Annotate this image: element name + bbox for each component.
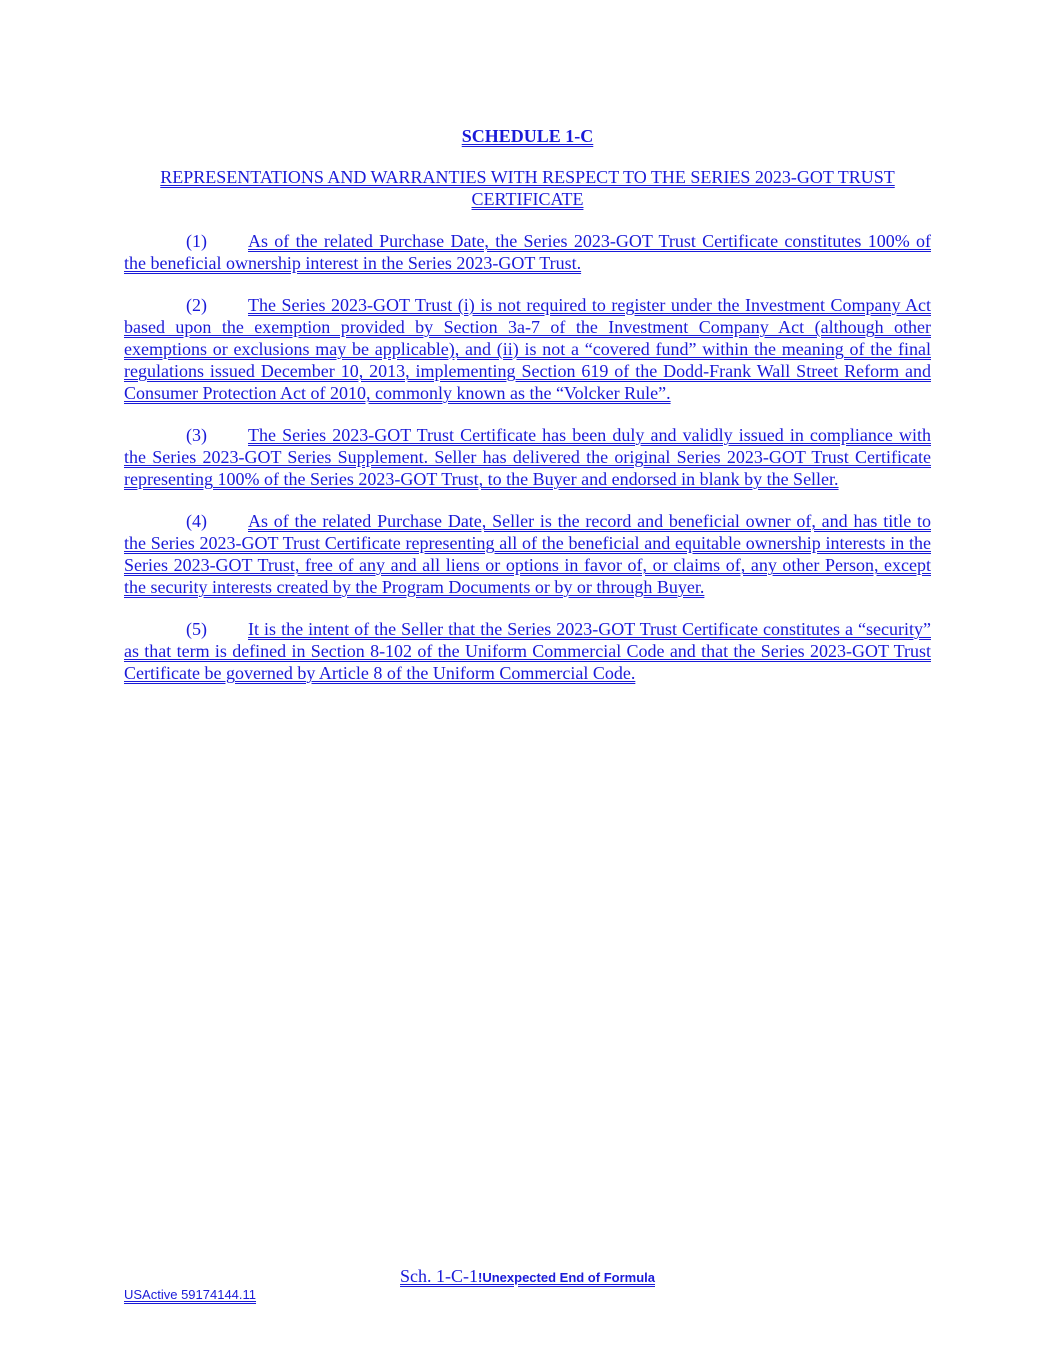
paragraph-text: It is the intent of the Seller that the Series 2023-GOT Trust Certificate constitutes a “security” as that term is defined in Section 8-102 of the Uniform Commercial Code and that the Series 2023-GOT Trust Certificate be governed by Article 8 of the Uniform Commercial Code. [124, 619, 931, 683]
paragraph-number: (3) [186, 425, 207, 445]
paragraph-5 [124, 618, 931, 684]
paragraph-number: (2) [186, 295, 207, 315]
paragraph-text: The Series 2023-GOT Trust (i) is not required to register under the Investment Company Act based upon the exemption provided by Section 3a-7 of the Investment Company Act (although other exemptions or exclusions may be applicable), and (ii) is not a “covered fund” within the meaning of the final regulations issued December 10, 2013, implementing Section 619 of the Dodd-Frank Wall Street Reform and Consumer Protection Act of 2010, commonly known as the “Volcker Rule”. [124, 295, 931, 403]
paragraph-text: As of the related Purchase Date, Seller is the record and beneficial owner of, and has title to the Series 2023-GOT Trust Certificate representing all of the beneficial and equitable ownership interests in the Series 2023-GOT Trust, free of any and all liens or options in favor of, or claims of, any other Person, except the security interests created by the Program Documents or by or through Buyer. [124, 511, 931, 597]
paragraph-number: (1) [186, 231, 207, 251]
document-id: USActive 59174144.11 [124, 1287, 257, 1302]
schedule-subtitle: REPRESENTATIONS AND WARRANTIES WITH RESPECT TO THE SERIES 2023-GOT TRUST CERTIFICATE [160, 167, 895, 209]
document-page [124, 124, 931, 704]
paragraph-text: The Series 2023-GOT Trust Certificate has been duly and validly issued in compliance with the Series 2023-GOT Series Supplement. Seller has delivered the original Series 2023-GOT Trust Certificate representing 100% of the Series 2023-GOT Trust, to the Buyer and endorsed in blank by the Seller. [124, 425, 931, 489]
paragraph-number: (4) [186, 511, 207, 531]
paragraph-4 [124, 510, 931, 598]
paragraph-number: (5) [186, 619, 207, 639]
schedule-title: SCHEDULE 1-C [461, 126, 594, 146]
page-number: Sch. 1-C-1 [400, 1266, 479, 1286]
paragraph-2 [124, 294, 931, 404]
paragraph-text: As of the related Purchase Date, the Series 2023-GOT Trust Certificate constitutes 100% of the beneficial ownership interest in the Series 2023-GOT Trust. [124, 231, 931, 273]
paragraph-1 [124, 230, 931, 274]
field-error-text: !Unexpected End of Formula [478, 1270, 655, 1285]
paragraph-3 [124, 424, 931, 490]
page-footer [0, 1265, 1055, 1289]
